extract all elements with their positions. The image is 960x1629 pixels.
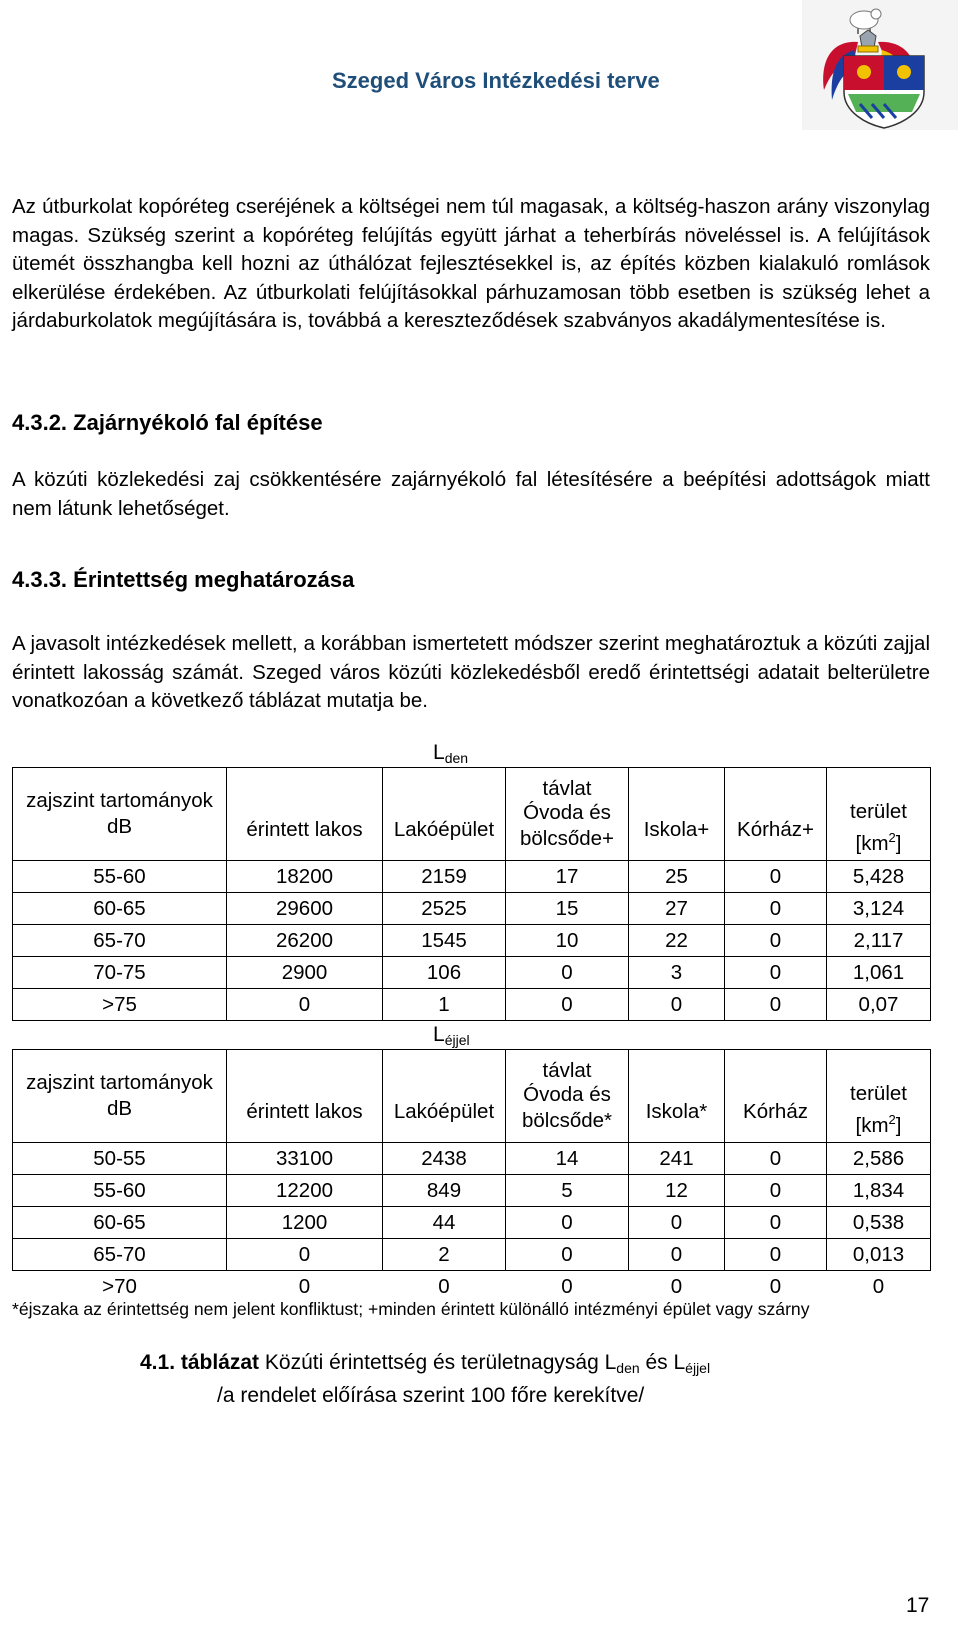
- cell-terulet: 2,586: [827, 1143, 931, 1175]
- cell-lakoepulet: 2438: [383, 1143, 506, 1175]
- cell-terulet: 0: [827, 1271, 931, 1303]
- cell-terulet: 0,013: [827, 1239, 931, 1271]
- cell-range: >70: [13, 1271, 227, 1303]
- caption-line-2: /a rendelet előírása szerint 100 főre kerekítve/: [217, 1384, 645, 1407]
- paragraph-affected-population: A javasolt intézkedések mellett, a korábban ismertetett módszer szerint meghatároztuk a közúti zajjal érintett lakosság számát. Szeged város közúti közlekedésből eredő érintettségi adatait belterületre vonatkozóan a következő táblázat mutatja be.: [12, 632, 930, 712]
- header-zajszint: zajszint tartományok dB: [13, 1050, 227, 1143]
- cell-range: 60-65: [13, 1207, 227, 1239]
- header-korhaz: Kórház: [725, 1050, 827, 1143]
- cell-range: 50-55: [13, 1143, 227, 1175]
- cell-range: 55-60: [13, 1175, 227, 1207]
- cell-lakos: 29600: [227, 893, 383, 925]
- cell-ovoda: 14: [506, 1143, 629, 1175]
- cell-ovoda: 0: [506, 1239, 629, 1271]
- cell-terulet: 1,061: [827, 957, 931, 989]
- cell-lakoepulet: 2525: [383, 893, 506, 925]
- header-tavlat-ovoda: [506, 1050, 629, 1143]
- cell-ovoda: 0: [506, 1207, 629, 1239]
- caption-line-1: 4.1. táblázat Közúti érintettség és területnagyság $L_{den}$ és $L_{éjjel}$: [140, 1351, 711, 1376]
- cell-korhaz: 0: [725, 1207, 827, 1239]
- header-korhaz: Kórház+: [725, 768, 827, 861]
- cell-lakos: 0: [227, 1239, 383, 1271]
- cell-lakos: 18200: [227, 861, 383, 893]
- section-heading-4-3-2: 4.3.2. Zajárnyékoló fal építése: [12, 410, 323, 435]
- cell-lakoepulet: 106: [383, 957, 506, 989]
- table-row: [13, 1143, 931, 1175]
- cell-lakos: 26200: [227, 925, 383, 957]
- table-lden: [12, 767, 931, 1021]
- cell-korhaz: 0: [725, 1175, 827, 1207]
- table-row: [13, 861, 931, 893]
- table-row: [13, 893, 931, 925]
- table-header-row: [13, 768, 931, 861]
- header-tavlat: távlat: [542, 1059, 592, 1082]
- caption-label: 4.1. táblázat: [140, 1351, 260, 1374]
- cell-range: 55-60: [13, 861, 227, 893]
- cell-terulet: 0,07: [827, 989, 931, 1021]
- cell-terulet: 1,834: [827, 1175, 931, 1207]
- cell-ovoda: 5: [506, 1175, 629, 1207]
- cell-range: >75: [13, 989, 227, 1021]
- cell-lakoepulet: 2159: [383, 861, 506, 893]
- cell-korhaz: 0: [725, 1143, 827, 1175]
- header-terulet: terület $[km^2]$: [827, 1050, 931, 1143]
- cell-terulet: 0,538: [827, 1207, 931, 1239]
- table-row: [13, 1271, 931, 1303]
- table-row: [13, 1175, 931, 1207]
- cell-lakos: 33100: [227, 1143, 383, 1175]
- table-lejjel: [12, 1049, 931, 1302]
- cell-terulet: 2,117: [827, 925, 931, 957]
- header-ovoda: Óvoda és bölcsőde+: [519, 801, 615, 850]
- cell-korhaz: 0: [725, 893, 827, 925]
- header-ovoda: Óvoda és bölcsőde*: [521, 1083, 613, 1132]
- table-row: [13, 989, 931, 1021]
- cell-range: 65-70: [13, 1239, 227, 1271]
- header-erintett-lakos: érintett lakos: [227, 768, 383, 861]
- cell-ovoda: 10: [506, 925, 629, 957]
- cell-lakoepulet: 849: [383, 1175, 506, 1207]
- header-zajszint: zajszint tartományok dB: [13, 768, 227, 861]
- cell-lakoepulet: 2: [383, 1239, 506, 1271]
- cell-korhaz: 0: [725, 925, 827, 957]
- cell-iskola: 0: [629, 1271, 725, 1303]
- cell-lakos: 1200: [227, 1207, 383, 1239]
- city-coat-of-arms-icon: [802, 0, 958, 130]
- cell-ovoda: 17: [506, 861, 629, 893]
- header-tavlat-ovoda: [506, 768, 629, 861]
- document-title: Szeged Város Intézkedési terve: [332, 68, 660, 93]
- cell-lakos: 2900: [227, 957, 383, 989]
- cell-lakoepulet: 0: [383, 1271, 506, 1303]
- table-header-row: [13, 1050, 931, 1143]
- table-row: [13, 925, 931, 957]
- cell-ovoda: 0: [506, 957, 629, 989]
- cell-iskola: 3: [629, 957, 725, 989]
- cell-korhaz: 0: [725, 957, 827, 989]
- cell-range: 65-70: [13, 925, 227, 957]
- cell-korhaz: 0: [725, 861, 827, 893]
- cell-iskola: 0: [629, 989, 725, 1021]
- paragraph-noise-barrier: A közúti közlekedési zaj csökkentésére zajárnyékoló fal létesítésére a beépítési adottságok miatt nem látunk lehetőséget.: [12, 468, 930, 520]
- cell-ovoda: 0: [506, 1271, 629, 1303]
- cell-lakos: 0: [227, 989, 383, 1021]
- table-row: [13, 1207, 931, 1239]
- cell-terulet: 3,124: [827, 893, 931, 925]
- cell-iskola: 22: [629, 925, 725, 957]
- cell-ovoda: 15: [506, 893, 629, 925]
- header-iskola: Iskola*: [629, 1050, 725, 1143]
- table1-lden-label: $L_{den}$: [433, 741, 469, 766]
- table2-lejjel-label: $L_{éjjel}$: [433, 1023, 470, 1048]
- cell-lakoepulet: 44: [383, 1207, 506, 1239]
- header-iskola: Iskola+: [629, 768, 725, 861]
- cell-ovoda: 0: [506, 989, 629, 1021]
- header-erintett-lakos: érintett lakos: [227, 1050, 383, 1143]
- table-row: [13, 1239, 931, 1271]
- table-footnote: *éjszaka az érintettség nem jelent konfliktust; +minden érintett különálló intézményi épület vagy szárny: [12, 1299, 810, 1319]
- header-terulet: terület $[km^2]$: [827, 768, 931, 861]
- page-number: 17: [906, 1594, 930, 1617]
- table-row: [13, 957, 931, 989]
- cell-range: 60-65: [13, 893, 227, 925]
- cell-korhaz: 0: [725, 1271, 827, 1303]
- header-lakoepulet: Lakóépület: [383, 768, 506, 861]
- cell-iskola: 0: [629, 1239, 725, 1271]
- cell-range: 70-75: [13, 957, 227, 989]
- cell-iskola: 27: [629, 893, 725, 925]
- header-tavlat: távlat: [542, 777, 592, 800]
- cell-lakos: 0: [227, 1271, 383, 1303]
- header-lakoepulet: Lakóépület: [383, 1050, 506, 1143]
- cell-iskola: 12: [629, 1175, 725, 1207]
- cell-korhaz: 0: [725, 1239, 827, 1271]
- cell-lakoepulet: 1545: [383, 925, 506, 957]
- section-heading-4-3-3: 4.3.3. Érintettség meghatározása: [12, 567, 355, 592]
- cell-lakoepulet: 1: [383, 989, 506, 1021]
- cell-korhaz: 0: [725, 989, 827, 1021]
- cell-iskola: 241: [629, 1143, 725, 1175]
- cell-terulet: 5,428: [827, 861, 931, 893]
- cell-lakos: 12200: [227, 1175, 383, 1207]
- paragraph-road-surface: Az útburkolat kopóréteg cseréjének a költségei nem túl magasak, a költség-haszon arány viszonylag magas. Szükség szerint a kopóréteg felújítás együtt járhat a teherbírás növeléssel is. A felújítások ütemét összhangba kell hozni az úthálózat fejlesztésekkel is, az építés közben kialakuló romlások elkerülése érdekében. Az útburkolati felújításokkal párhuzamosan több esetben is szükség lehet a járdaburkolatok megújítására is, továbbá a kereszteződések szabványos akadálymentesítése is.: [12, 195, 930, 332]
- cell-iskola: 25: [629, 861, 725, 893]
- cell-iskola: 0: [629, 1207, 725, 1239]
- table-caption: [0, 1349, 960, 1409]
